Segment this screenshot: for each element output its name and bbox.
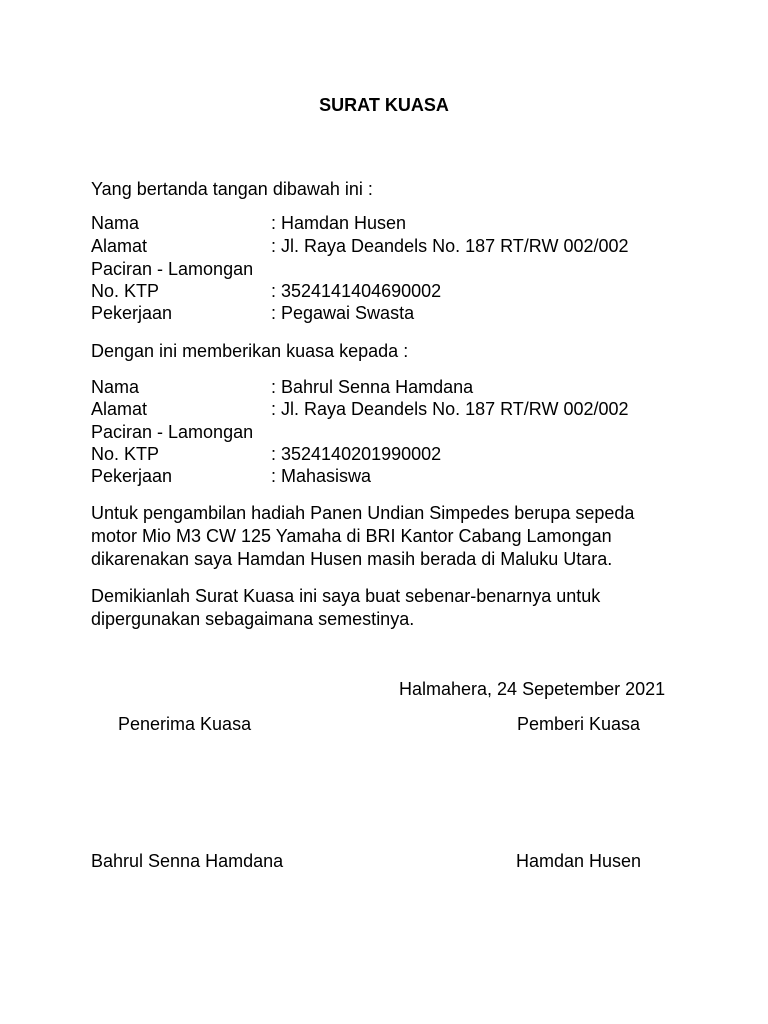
purpose-line: dikarenakan saya Hamdan Husen masih berada di Maluku Utara.: [91, 549, 613, 569]
grantor-address-continuation: Paciran - Lamongan: [91, 259, 254, 279]
grantee-address-label: Alamat: [91, 399, 148, 419]
grantor-address-label: Alamat: [91, 236, 148, 256]
grantee-job-value: : Mahasiswa: [271, 466, 372, 486]
grantee-job-label: Pekerjaan: [91, 466, 173, 486]
grantor-ktp-label: No. KTP: [91, 281, 160, 301]
closing-paragraph: [91, 585, 691, 631]
grant-intro-text: Dengan ini memberikan kuasa kepada :: [91, 341, 409, 361]
giver-label: Pemberi Kuasa: [517, 714, 641, 734]
giver-name: Hamdan Husen: [516, 851, 642, 871]
receiver-label: Penerima Kuasa: [118, 714, 252, 734]
grantee-address-value: : Jl. Raya Deandels No. 187 RT/RW 002/002: [271, 399, 629, 419]
closing-line: Demikianlah Surat Kuasa ini saya buat sebenar-benarnya untuk: [91, 586, 601, 606]
grantor-job-label: Pekerjaan: [91, 303, 173, 323]
grantor-ktp-value: : 3524141404690002: [271, 281, 442, 301]
grantor-job-value: : Pegawai Swasta: [271, 303, 415, 323]
purpose-line: motor Mio M3 CW 125 Yamaha di BRI Kantor Cabang Lamongan: [91, 526, 612, 546]
grantee-address-continuation: Paciran - Lamongan: [91, 422, 254, 442]
purpose-paragraph: [91, 502, 691, 571]
grantor-address-value: : Jl. Raya Deandels No. 187 RT/RW 002/002: [271, 236, 629, 256]
closing-line: dipergunakan sebagaimana semestinya.: [91, 609, 415, 629]
grantee-name-value: : Bahrul Senna Hamdana: [271, 377, 474, 397]
receiver-name: Bahrul Senna Hamdana: [91, 851, 284, 871]
grantee-name-label: Nama: [91, 377, 140, 397]
place-date: Halmahera, 24 Sepetember 2021: [399, 679, 666, 699]
grantee-ktp-label: No. KTP: [91, 444, 160, 464]
grantor-name-value: : Hamdan Husen: [271, 213, 407, 233]
purpose-line: Untuk pengambilan hadiah Panen Undian Simpedes berupa sepeda: [91, 503, 635, 523]
grantee-ktp-value: : 3524140201990002: [271, 444, 442, 464]
intro-text: Yang bertanda tangan dibawah ini :: [91, 179, 373, 199]
document-title: SURAT KUASA: [319, 95, 449, 115]
grantor-name-label: Nama: [91, 213, 140, 233]
